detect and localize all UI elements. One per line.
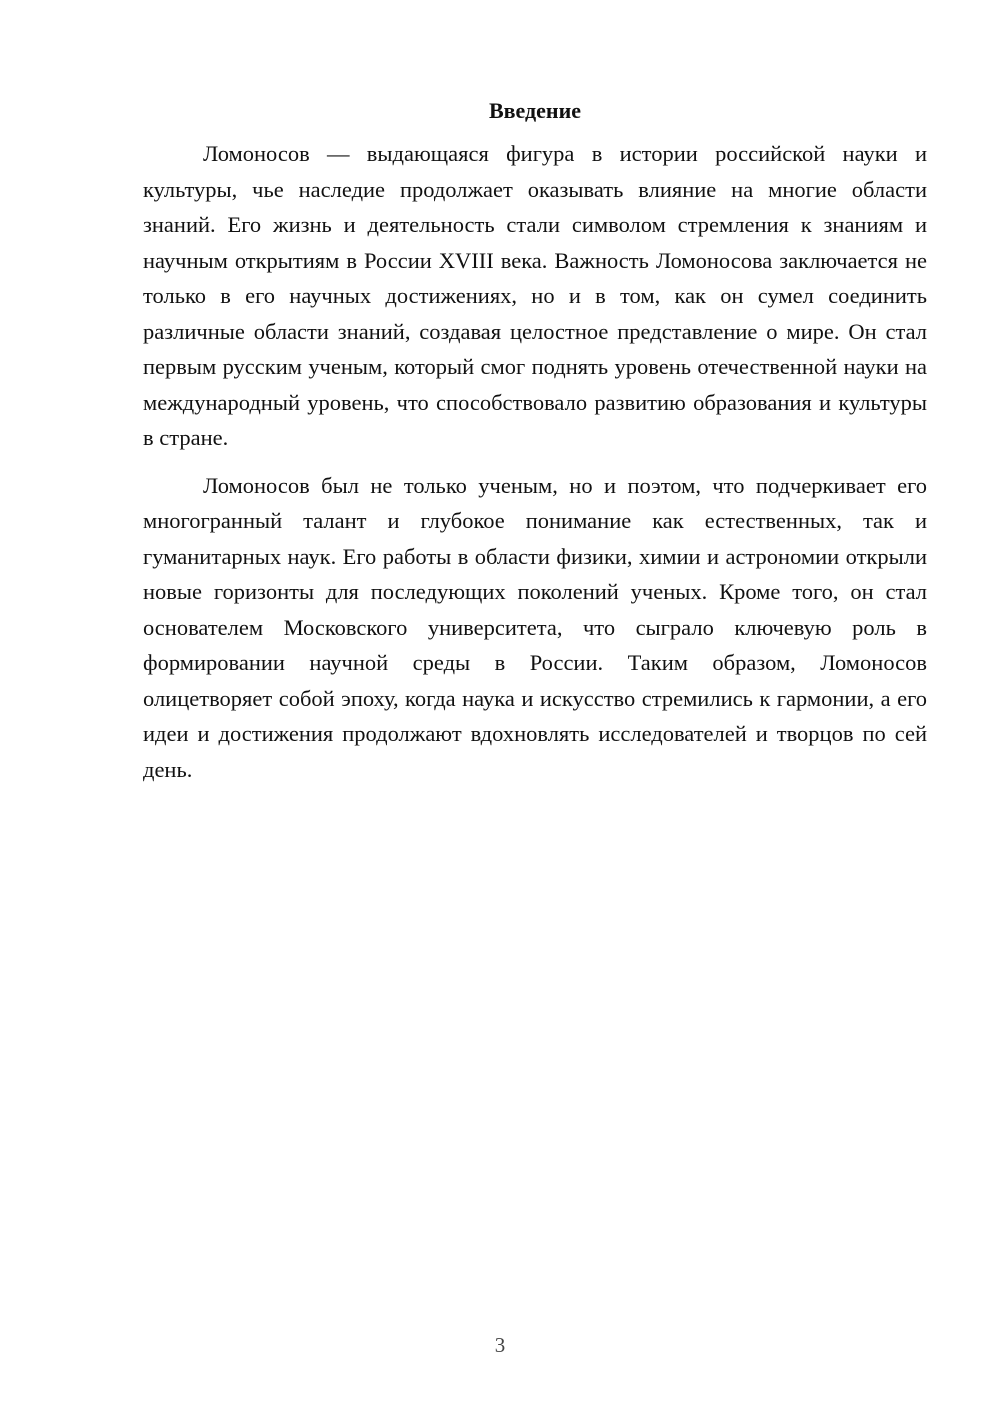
paragraph-1: Ломоносов — выдающаяся фигура в истории российской науки и культуры, чье наследие продолжает оказывать влияние на многие области знаний. Его жизнь и деятельность стали символом стремления к знаниям и научным открытиям в России XVIII века. Важность Ломоносова заключается не только в его научных достижениях, но и в том, как он сумел соединить различные области знаний, создавая целостное представление о мире. Он стал первым русским ученым, который смог поднять уровень отечественной науки на международный уровень, что способствовало развитию образования и культуры в стране. — [143, 141, 927, 450]
paragraph-2: Ломоносов был не только ученым, но и поэтом, что подчеркивает его многогранный талант и глубокое понимание как естественных, так и гуманитарных наук. Его работы в области физики, химии и астрономии открыли новые горизонты для последующих поколений ученых. Кроме того, он стал основателем Московского университета, что сыграло ключевую роль в формировании научной среды в России. Таким образом, Ломоносов олицетворяет собой эпоху, когда наука и искусство стремились к гармонии, а его идеи и достижения продолжают вдохновлять исследователей и творцов по сей день. — [143, 472, 927, 782]
page-number: 3 — [494, 1333, 506, 1357]
page-content — [143, 96, 927, 787]
section-title: Введение — [488, 98, 582, 123]
